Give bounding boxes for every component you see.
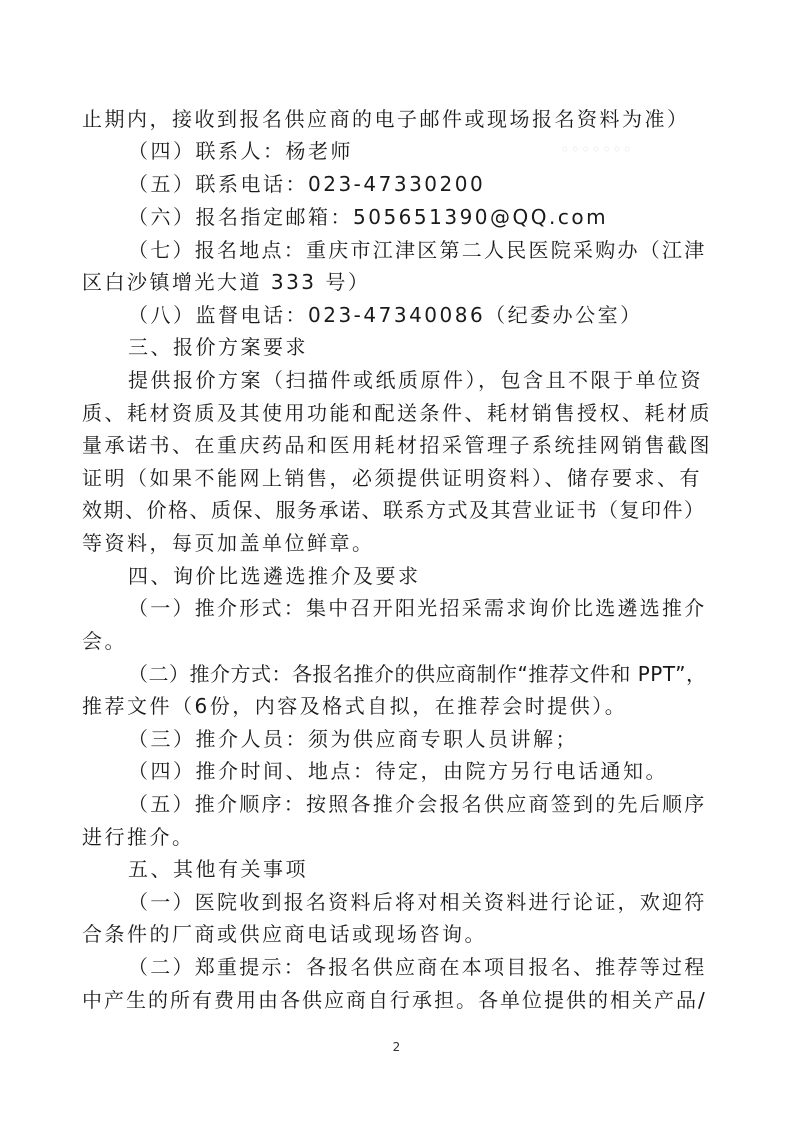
paragraph-line: 合条件的厂商或供应商电话或现场咨询。 xyxy=(82,922,487,946)
registration-address-cont: 区白沙镇增光大道 333 号） xyxy=(82,270,371,294)
paragraph-line: 效期、价格、质保、服务承诺、联系方式及其营业证书（复印件） xyxy=(82,498,706,522)
paragraph-line-1: 止期内，接收到报名供应商的电子邮件或现场报名资料为准） xyxy=(82,107,690,131)
bleed-through-text: ◦◦◦◦◦◦◦ xyxy=(560,140,634,159)
registration-address: （七）报名地点：重庆市江津区第二人民医院采购办（江津 xyxy=(128,238,707,262)
paragraph-line: （三）推介人员：须为供应商专职人员讲解； xyxy=(128,727,578,751)
paragraph-line: （五）推介顺序：按照各推介会报名供应商签到的先后顺序 xyxy=(128,792,707,816)
paragraph-line: （四）推介时间、地点：待定，由院方另行电话通知。 xyxy=(128,759,668,783)
paragraph-line: （一）医院收到报名资料后将对相关资料进行论证，欢迎符 xyxy=(128,890,707,914)
paragraph-line: （一）推介形式：集中召开阳光招采需求询价比选遴选推介 xyxy=(128,596,707,620)
paragraph-line: 中产生的所有费用由各供应商自行承担。各单位提供的相关产品/ xyxy=(82,988,707,1012)
registration-email: （六）报名指定邮箱：505651390@QQ.com xyxy=(128,205,609,229)
paragraph-line: 证明（如果不能网上销售，必须提供证明资料）、储存要求、有 xyxy=(82,466,702,490)
paragraph-line: 质、耗材资质及其使用功能和配送条件、耗材销售授权、耗材质 xyxy=(82,401,712,425)
contact-person: （四）联系人：杨老师 xyxy=(128,139,353,163)
supervision-phone: （八）监督电话：023-47340086（纪委办公室） xyxy=(128,303,643,327)
paragraph-line: 进行推介。 xyxy=(82,825,195,849)
section-heading-4: 四、询价比选遴选推介及要求 xyxy=(128,564,421,588)
paragraph-line: 提供报价方案（扫描件或纸质原件），包含且不限于单位资 xyxy=(128,368,703,392)
paragraph-line: 会。 xyxy=(82,629,127,653)
paragraph-line: 量承诺书、在重庆药品和医用耗材招采管理子系统挂网销售截图 xyxy=(82,433,712,457)
page-number: 2 xyxy=(392,1040,401,1054)
section-heading-3: 三、报价方案要求 xyxy=(128,335,308,359)
paragraph-line: 等资料，每页加盖单位鲜章。 xyxy=(82,531,375,555)
section-heading-5: 五、其他有关事项 xyxy=(128,857,308,881)
paragraph-line: （二）郑重提示：各报名供应商在本项目报名、推荐等过程 xyxy=(128,955,707,979)
paragraph-line: 推荐文件（6份，内容及格式自拟，在推荐会时提供）。 xyxy=(82,694,628,718)
contact-phone: （五）联系电话：023-47330200 xyxy=(128,172,486,196)
paragraph-line: （二）推介方式：各报名推介的供应商制作“推荐文件和 PPT”， xyxy=(128,662,707,686)
